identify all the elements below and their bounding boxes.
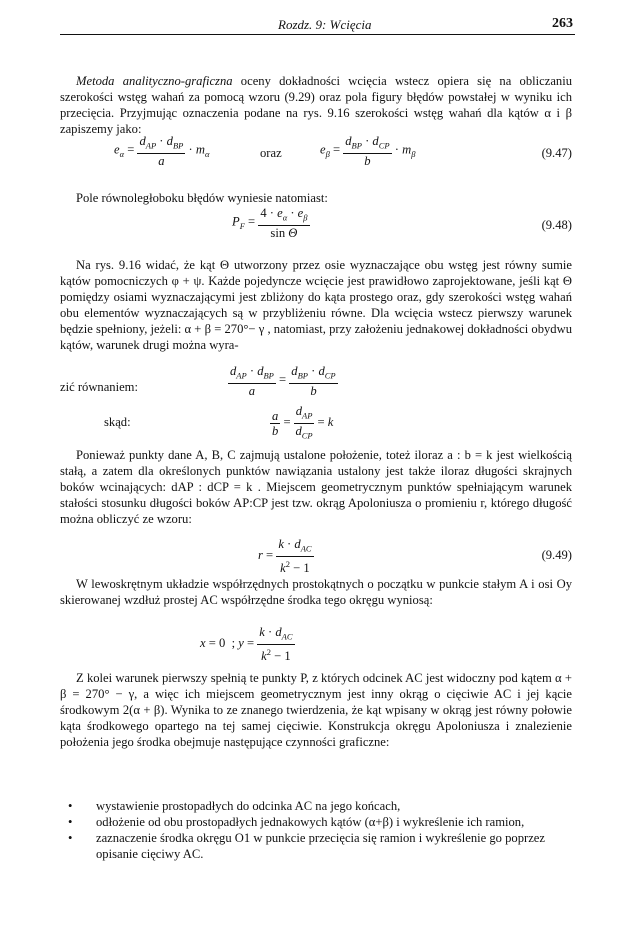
chapter-title: Rozdz. 9: Wcięcia — [278, 17, 372, 32]
formula-area: $P_F$ = $\frac{4 \cdot e_\alpha \cdot e_\beta}{\text{sin Θ}}$ — [232, 206, 308, 240]
paragraph-construction: Z kolei warunek pierwszy spełnią te punkty P, z których odcinek AC jest widoczny pod kątem α + β = 270° − γ, a więc ich miejscem geometrycznym jest inny okrąg o cięciwie AC i jej kącie środkowym 2(α + β). Wynika to ze znanego twierdzenia, że kąt wpisany w okrąg jest równy połowie kąta środkowego opartego na tej samej cięciwie. Konstrukcja okręgu Apoloniusza i znalezienie położenia jego środka obejmuje następujące czynności graficzne: — [60, 671, 572, 749]
paragraph-conditions: Na rys. 9.16 widać, że kąt Θ utworzony przez osie wyznaczające obu wstęg jest równy sumie kątów pomocniczych φ + ψ. Każde pojedyncze wcięcie jest prawidłowo zaprojektowane, jeśli kąt Θ pomiędzy osiami wyznaczającymi jest zbliżony do kąta prostego oraz, gdy szerokości wstęg wahań obu elementów wyznaczających są w przybliżeniu równe. Dla wcięcia wstecz pierwszy warunek będzie spełniony, jeżeli: α + β = 270°− γ , natomiast, przy założeniu jednakowej dokładności obydwu kątów, warunek drugi można wyra- — [60, 258, 572, 352]
method-text: oceny dokładności wcięcia wstecz opiera się na obliczaniu szerokości wstęg wahań za pomocą wzoru (9.29) oraz pola figury błędów powstałej w wyniku ich przecięcia. Przyjmując oznaczenia podane na rys. 9.16 szerokości wstęg wahań dla kątów α i β zapiszemy jako: — [60, 74, 572, 136]
formula-center: x = 0 ; y = $\frac{k \cdot d_{AC}}{k^2 - 1}$ — [200, 625, 293, 663]
list-item: • wystawienie prostopadłych do odcinka AC na jego końcach, — [68, 799, 401, 813]
paragraph-apollonius: Ponieważ punkty dane A, B, C zajmują ustalone położenie, toteż iloraz a : b = k jest wielkością stałą, a zatem dla określonych punktów nawiązania ustalony jest także iloraz długości skrajnych boków wcinających: dAP : dCP = k . Miejscem geometrycznym punktów spełniającym warunek stałości stosunku długości boków AP:CP jest tzw. okrąg Apoloniusza o promieniu r, którego długość można obliczyć ze wzoru: — [60, 448, 572, 526]
formula-ratio-2: $\frac{a}{b}$ = $\frac{d_{AP}}{d_{CP}}$ = k — [272, 404, 334, 441]
paragraph-coordinates: W lewoskrętnym układzie współrzędnych prostokątnych o początku w punkcie stałym A i osi Oy skierowanej wzdłuż prostej AC współrzędne środka tego okręgu wyniosą: — [60, 577, 572, 607]
equation-number: (9.48) — [541, 218, 572, 232]
list-item: • zaznaczenie środka okręgu O1 w punkcie przecięcia się ramion i wykreślenie go poprzez opisanie cięciwy AC. — [68, 831, 545, 861]
formula-e-beta: $e_\beta$ = $\frac{d_{BP} \cdot d_{CP}}{b}$ · $m_\beta$ — [320, 134, 416, 168]
equation-number: (9.49) — [541, 548, 572, 562]
list-item: • odłożenie od obu prostopadłych jednakowych kątów (α+β) i wykreślenie ich ramion, — [68, 815, 525, 829]
paragraph-method — [60, 73, 572, 137]
page-number: 263 — [552, 16, 573, 31]
text-whence: skąd: — [104, 415, 131, 429]
text-equation-intro: zić równaniem: — [60, 380, 138, 394]
paragraph-area: Pole równoległoboku błędów wyniesie natomiast: — [76, 191, 328, 205]
formula-radius: r = $\frac{k \cdot d_{AC}}{k^2 - 1}$ — [258, 537, 312, 575]
method-name: Metoda analityczno-graficzna — [76, 74, 233, 88]
formula-ratio-1: $\frac{d_{AP} \cdot d_{BP}}{a}$ = $\frac{d_{BP} \cdot d_{CP}}{b}$ — [230, 364, 336, 398]
construction-steps — [60, 798, 572, 862]
running-header — [60, 16, 575, 35]
formula-e-alpha: $e_\alpha$ = $\frac{d_{AP} \cdot d_{BP}}{a}$ · $m_\alpha$ — [114, 134, 210, 168]
formula-connector: oraz — [260, 146, 282, 160]
equation-number: (9.47) — [541, 146, 572, 160]
